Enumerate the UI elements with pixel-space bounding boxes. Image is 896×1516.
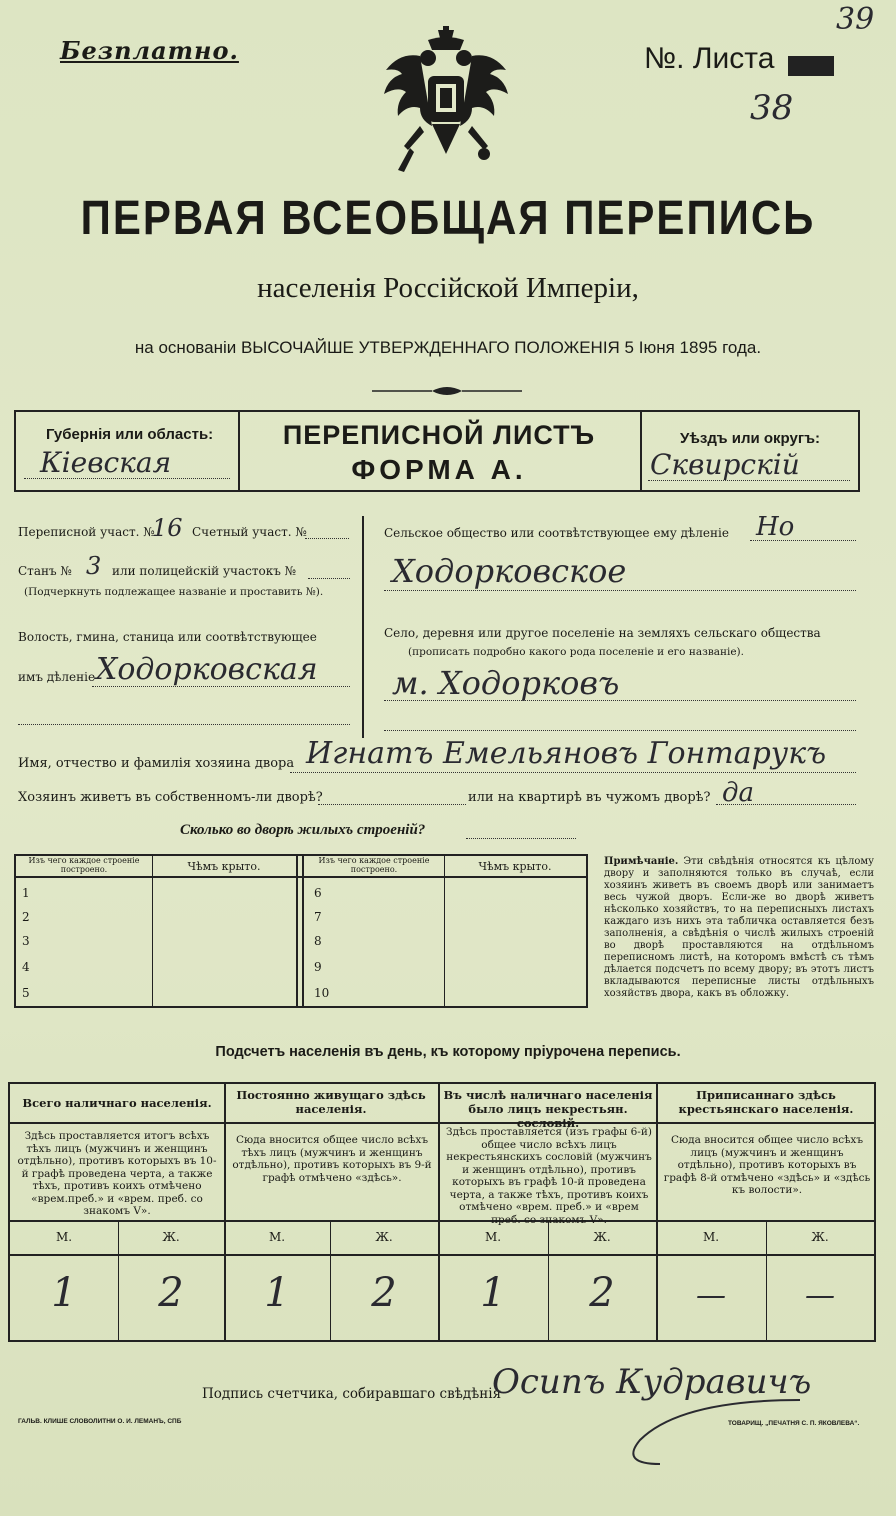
nonpeasant-female-value: 2 <box>589 1270 615 1316</box>
census-area-value: 16 <box>152 514 183 542</box>
row-number: 1 <box>22 886 30 900</box>
note-text: Эти свѣдѣнія относятся къ цѣлому двору и заполняются только въ случаѣ, если хозяинъ живетъ въ своемъ дворѣ или занимаетъ весь чужой дворъ. Если-же во дворѣ живетъ нѣсколько хозяйствъ, то на переписныхъ листахъ каждаго изъ нихъ эта табличка оставляется безъ заполненія, а свѣдѣнія о числѣ жилыхъ строеній во дворѣ проставляются на отдѣльномъ переписномъ листѣ, на которомъ вмѣстѣ съ тѣмъ дѣлается подсчетъ по всему двору; въ этотъ листъ вкладываются переписные листы отдѣльныхъ хозяйствъ двора, какъ въ обложку. <box>604 856 874 999</box>
col-roof-right: Чѣмъ крыто. <box>478 860 552 873</box>
signature-value: Осипъ Кудравичъ <box>492 1362 812 1402</box>
count-area-label: Счетный участ. № <box>192 525 307 539</box>
province-value: Кіевская <box>40 446 172 479</box>
row-number: 7 <box>314 910 322 924</box>
pop-col-desc: Здѣсь проставляется итогъ всѣхъ тѣхъ лицъ (мужчинъ и женщинъ отдѣльно), противъ которыхъ въ 10-й графѣ проведена черта, а также тѣхъ, противъ коихъ отмѣчено «врем.преб.» и «врем. преб. со знакомъ V». <box>17 1130 217 1217</box>
village-value: м. Ходорковъ <box>392 664 620 702</box>
male-label: М. <box>484 1230 502 1244</box>
row-number: 2 <box>22 910 30 924</box>
sheet-no-strike <box>788 56 834 76</box>
peasant-male-value: — <box>696 1278 726 1313</box>
permanent-male-value: 1 <box>264 1270 290 1316</box>
society-value: Ходорковское <box>392 552 627 590</box>
stan-label: Станъ № <box>18 564 72 578</box>
male-label: М. <box>268 1230 286 1244</box>
form-name: ФОРМА А. <box>351 454 527 485</box>
buildings-note <box>604 856 874 1000</box>
volost-value: Ходорковская <box>96 652 318 687</box>
pop-col-title: Всего наличнаго населенія. <box>22 1096 212 1110</box>
rented-label: или на квартирѣ въ чужомъ дворѣ? <box>468 790 711 805</box>
volost-label: Волость, гмина, станица или соотвѣтствующее <box>18 630 317 644</box>
pop-col-desc: Сюда вносится общее число всѣхъ тѣхъ лицъ (мужчинъ и женщинъ отдѣльно), противъ которыхъ въ 9-й графѣ отмѣчено «здѣсь». <box>232 1134 432 1184</box>
pop-col-desc: Сюда вносится общее число всѣхъ лицъ (мужчинъ и женщинъ отдѣльно), противъ которыхъ въ графѣ 8-й отмѣчено «здѣсь» и «здѣсь къ волости». <box>663 1134 871 1196</box>
printer-left: ГАЛЬВ. КЛИШЕ СЛОВОЛИТНИ О. И. ЛЕМАНЪ, СПБ <box>18 1418 182 1425</box>
note-title: Примѣчаніе. <box>604 856 679 867</box>
row-number: 6 <box>314 886 322 900</box>
buildings-question: Сколько во дворѣ жилыхъ строеній? <box>180 822 426 838</box>
village-note: (прописать подробно какого рода поселеніе и его названіе). <box>408 646 744 658</box>
female-label: Ж. <box>375 1230 393 1244</box>
province-label: Губернія или область: <box>46 426 214 443</box>
form-title: ПЕРЕПИСНОЙ ЛИСТЪ <box>282 420 596 450</box>
col-material-right: Изъ чего каждое строеніе построено. <box>318 856 430 874</box>
female-label: Ж. <box>811 1230 829 1244</box>
signature-label: Подпись счетчика, собиравшаго свѣдѣнія <box>202 1386 502 1402</box>
society-label: Сельское общество или соотвѣтствующее ему дѣленіе <box>384 526 729 540</box>
pop-col-desc: Здѣсь проставляется (изъ графы 6-й) общее число всѣхъ лицъ некрестьянскихъ сословій (мужчинъ и женщинъ отдѣльно), противъ которыхъ въ графѣ 10-й проведена черта, а также тѣхъ, противъ коихъ отмѣчено «врем. преб.» и «врем преб. со знакомъ V». <box>446 1126 652 1226</box>
printer-right: ТОВАРИЩ. „ПЕЧАТНЯ С. П. ЯКОВЛЕВА“. <box>728 1420 860 1427</box>
pop-col-title: Постоянно живущаго здѣсь населенія. <box>236 1088 426 1116</box>
pop-col-title: Въ числѣ наличнаго населенія было лицъ некрестьян. сословій. <box>443 1088 653 1130</box>
ornament-divider-icon <box>372 384 522 398</box>
population-heading: Подсчетъ населенія въ день, къ которому пріурочена перепись. <box>215 1044 681 1060</box>
owner-name-label: Имя, отчество и фамилія хозяина двора <box>18 756 295 771</box>
page-corner-number: 39 <box>836 2 875 37</box>
row-number: 4 <box>22 960 30 974</box>
police-label: или полицейскій участокъ № <box>112 564 297 578</box>
row-number: 5 <box>22 986 30 1000</box>
sheet-no-label: №. Листа <box>644 42 775 75</box>
document-subtitle: населенія Россійской Имперіи, <box>257 272 639 304</box>
nonpeasant-male-value: 1 <box>480 1270 506 1316</box>
row-number: 3 <box>22 934 30 948</box>
row-number: 10 <box>314 986 330 1000</box>
permanent-female-value: 2 <box>371 1270 397 1316</box>
sheet-no-value: 38 <box>750 88 794 128</box>
double-headed-eagle-icon <box>380 26 512 176</box>
male-label: М. <box>702 1230 720 1244</box>
col-material-left: Изъ чего каждое строеніе построено. <box>28 856 140 874</box>
stan-note: (Подчеркнуть подлежащее названіе и проставить №). <box>24 586 324 598</box>
free-label: Безплатно. <box>60 36 239 65</box>
row-number: 8 <box>314 934 322 948</box>
female-label: Ж. <box>593 1230 611 1244</box>
col-roof-left: Чѣмъ крыто. <box>187 860 261 873</box>
peasant-female-value: — <box>805 1278 835 1313</box>
own-yard-label: Хозяинъ живетъ въ собственномъ-ли дворѣ? <box>18 790 323 805</box>
total-female-value: 2 <box>158 1270 184 1316</box>
owner-name-value: Игнатъ Емельяновъ Гонтарукъ <box>306 736 827 771</box>
total-male-value: 1 <box>51 1270 77 1316</box>
male-label: М. <box>55 1230 73 1244</box>
rented-value: да <box>722 778 754 808</box>
stan-value: 3 <box>86 552 102 580</box>
village-label: Село, деревня или другое поселеніе на земляхъ сельскаго общества <box>384 626 821 640</box>
society-prefix: Но <box>756 512 795 542</box>
document-title: ПЕРВАЯ ВСЕОБЩАЯ ПЕРЕПИСЬ <box>80 190 816 245</box>
district-label: Уѣздъ или округъ: <box>680 430 821 447</box>
volost-label2: имъ дѣленіе <box>18 670 96 684</box>
document-basis: на основаніи ВЫСОЧАЙШЕ УТВЕРЖДЕННАГО ПОЛОЖЕНІЯ 5 Іюня 1895 года. <box>134 338 762 357</box>
female-label: Ж. <box>162 1230 180 1244</box>
pop-col-title: Приписаннаго здѣсь крестьянскаго населенія. <box>678 1088 854 1116</box>
row-number: 9 <box>314 960 322 974</box>
census-area-label: Переписной участ. № <box>18 525 155 539</box>
district-value: Сквирскій <box>650 448 800 481</box>
